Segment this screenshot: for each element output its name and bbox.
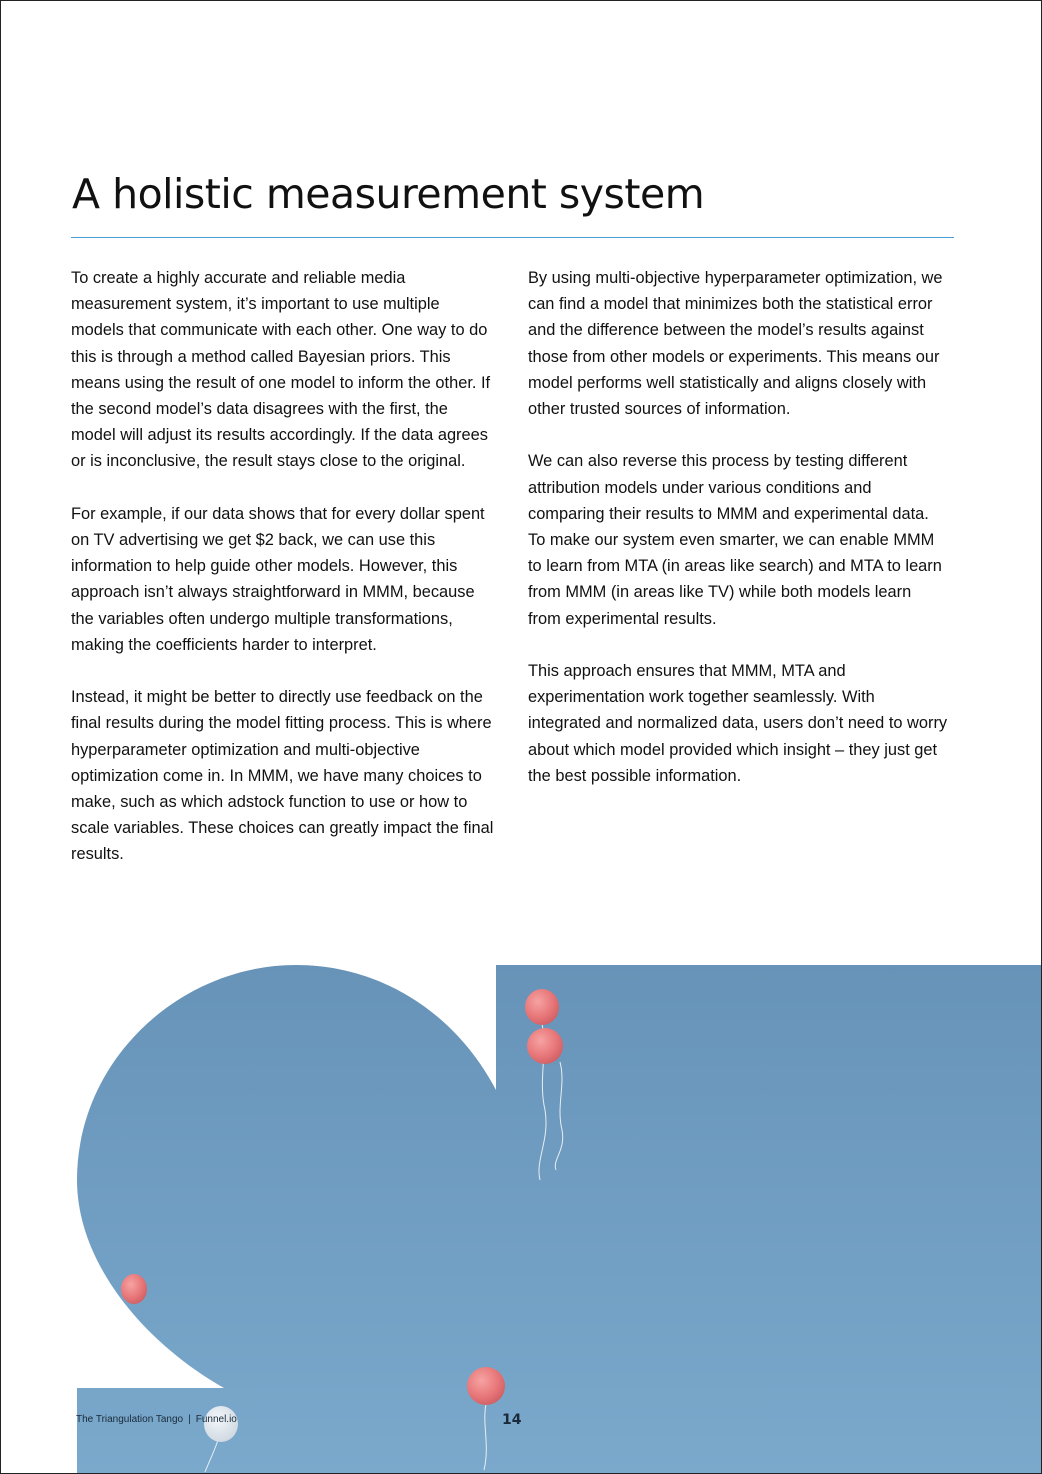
balloon-red [467, 1367, 505, 1405]
page-number: 14 [502, 1412, 522, 1428]
paragraph: We can also reverse this process by testing different attribution models under various conditions and comparing their results to MMM and experimental data. To make our system even smarter, we can enable MMM to learn from MTA (in areas like search) and MTA to learn from MMM (in areas like TV) while both models learn from experimental results. [528, 452, 942, 628]
paragraph: To create a highly accurate and reliable media measurement system, it’s important to use multiple models that communicate with each other. One way to do this is through a method called Bayesian priors. This means using the result of one model to inform the other. If the second model’s data disagrees with the first, the model will adjust its results accordingly. If the data agrees or is inconclusive, the result stays close to the original. [71, 269, 491, 471]
balloon-red [121, 1274, 147, 1304]
brand-name: Funnel.io [195, 1414, 237, 1425]
page-title: A holistic measurement system [72, 170, 705, 218]
footer-separator: | [188, 1414, 191, 1425]
paragraph: This approach ensures that MMM, MTA and experimentation work together seamlessly. With integrated and normalized data, users don’t need to worry about which model provided which insight – they just get the best possible information. [528, 662, 948, 785]
balloon-red [525, 989, 559, 1025]
footer-publication [76, 1414, 237, 1425]
publication-title: The Triangulation Tango [76, 1414, 184, 1425]
paragraph: By using multi-objective hyperparameter optimization, we can find a model that minimizes both the statistical error and the difference between the model’s results against those from other models or experiments. This means our model performs well statistically and aligns closely with other trusted sources of information. [528, 269, 943, 419]
paragraph: Instead, it might be better to directly use feedback on the final results during the model fitting process. This is where hyperparameter optimization and multi-objective optimization come in. In MMM, we have many choices to make, such as which adstock function to use or how to scale variables. These choices can greatly impact the final results. [71, 688, 494, 864]
paragraph: For example, if our data shows that for every dollar spent on TV advertising we get $2 back, we can use this information to help guide other models. However, this approach isn’t always straightforward in MMM, because the variables often undergo multiple transformations, making the coefficients harder to interpret. [71, 504, 485, 654]
balloon-red [527, 1028, 563, 1064]
